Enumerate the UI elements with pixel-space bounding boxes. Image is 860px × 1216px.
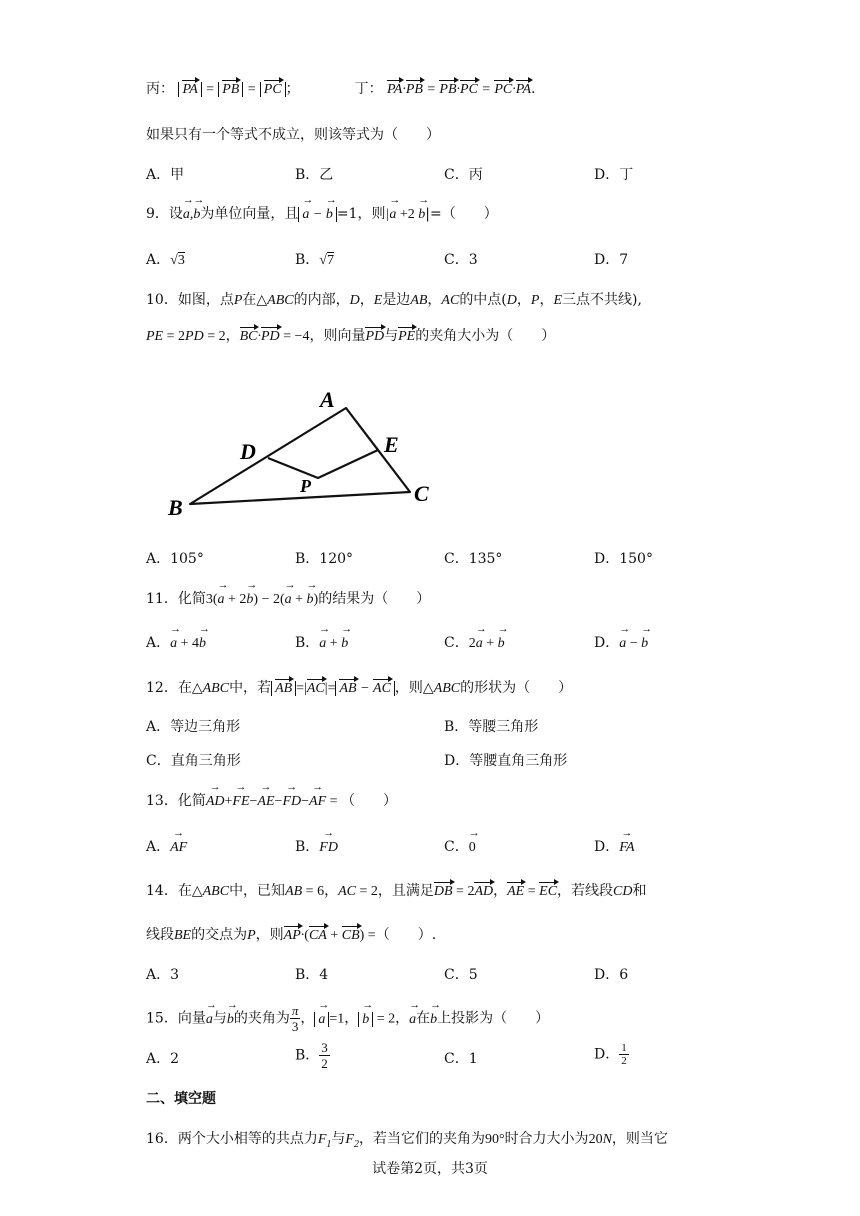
q8-option-b[interactable]: B．乙 (295, 167, 334, 183)
q14-text: ，且满足 (377, 883, 434, 899)
q15-option-d[interactable]: D． $\frac{1}{2}$ (594, 1042, 627, 1067)
q9-option-b[interactable]: B．√7 (295, 252, 334, 268)
ding-label: 丁： (354, 81, 383, 97)
q10-text: 三点不共线), (562, 292, 642, 308)
q15-text: ， (344, 1010, 359, 1027)
q10-text: 是边 (382, 292, 411, 308)
q16-text: 与 (331, 1131, 346, 1147)
label-a: A (320, 387, 335, 412)
q9-number: 9． (146, 206, 169, 222)
option-label: B． (295, 1047, 320, 1064)
option-label: C． (444, 635, 469, 651)
label-b: B (168, 495, 183, 520)
q10-stem-line2: PE = 2PD = 2，BC·PD = −4，则向量PD与PE的夹角大小为（ ） (146, 328, 556, 344)
q9-abs-diff: → a − → b (298, 207, 336, 222)
q16-text: ，则当它 (611, 1131, 668, 1147)
q8-option-c[interactable]: C．丙 (444, 167, 483, 183)
q14-text: 的交点为 (191, 927, 248, 943)
q14-option-b[interactable]: B．4 (295, 967, 329, 983)
q15-text: 上投影为（ ） (437, 1010, 550, 1027)
q12-option-d[interactable]: D．等腰直角三角形 (444, 753, 568, 769)
q14-option-a[interactable]: A．3 (146, 967, 180, 983)
q10-option-d[interactable]: D．150° (594, 551, 653, 567)
q13-text: （ ） (341, 793, 398, 809)
q14-text: 中，已知 (229, 883, 286, 899)
q15-option-a[interactable]: A．2 (146, 1051, 180, 1067)
q12-text: 的形状为（ ） (460, 680, 573, 696)
q15-text: 15．向量 (146, 1010, 206, 1027)
q13-option-b[interactable]: B．→ FD (295, 836, 338, 856)
q9-option-a[interactable]: A．√3 (146, 252, 185, 268)
label-d: D (240, 439, 256, 464)
q15-text: 与 (212, 1010, 227, 1027)
page-footer: 试卷第2页，共3页 (372, 1161, 488, 1177)
q14-text: （ ）. (375, 927, 437, 943)
pi-over-3: $\frac{\pi}{3}$ (291, 1003, 299, 1034)
q12-option-a[interactable]: A．等边三角形 (146, 719, 241, 735)
q15-option-c[interactable]: C．1 (444, 1051, 478, 1067)
q11-option-c[interactable]: C．2→ a + → b (444, 632, 505, 652)
q10-stem-line1: 10．如图，点P在△ABC的内部，D，E是边AB，AC的中点(D，P，E三点不共线), (146, 292, 642, 308)
q12-text: 中，若 (229, 680, 272, 696)
option-label: B． (295, 839, 320, 855)
bing-equation: PA = PB = PC ； (178, 82, 299, 97)
q16-text: 16．两个大小相等的共点力 (146, 1131, 318, 1147)
q14-text: ， (324, 883, 339, 899)
option-label: C． (444, 839, 469, 855)
q14-option-d[interactable]: D．6 (594, 967, 629, 983)
q13-text: 13．化简 (146, 793, 206, 809)
condition-line (146, 78, 545, 98)
q9-option-c[interactable]: C．3 (444, 252, 478, 268)
option-label: A． (146, 839, 171, 855)
q9-option-d[interactable]: D．7 (594, 252, 629, 268)
label-p: P (300, 476, 311, 496)
q15-stem: 15．向量→ a与→ b的夹角为 $\frac{\pi}{3}$ ，→ a =1，→ b = 2，→ a在→ b上投影为（ ） (146, 1003, 549, 1034)
option-label: D． (594, 839, 620, 855)
option-label: B． (295, 635, 320, 651)
q14-text: ，若线段 (557, 883, 614, 899)
q14-text: 14．在 (146, 883, 192, 899)
path-dpe (268, 450, 378, 478)
q15-text: 在 (416, 1010, 431, 1027)
q14-option-c[interactable]: C．5 (444, 967, 478, 983)
section-heading: 二、填空题 (146, 1091, 216, 1107)
q11-stem: 11．化简3(→ a + 2→ b) − 2(→ a + → b)的结果为（ ） (146, 588, 430, 608)
q9-text: 为单位向量，且 (200, 206, 299, 222)
q14-text: ， (493, 883, 508, 899)
q13-stem: 13．化简→ AD+→ FE−→ AE−→ FD−→ AF = （ ） (146, 790, 397, 810)
q10-option-c[interactable]: C．135° (444, 551, 503, 567)
q9-text: 设 (168, 206, 183, 222)
bing-label: 丙： (146, 81, 174, 97)
q15-option-b[interactable]: B． $\frac{3}{2}$ (295, 1040, 328, 1071)
q15-text: 的夹角为 (233, 1010, 290, 1027)
q14-text: 和 (632, 883, 647, 899)
q10-option-b[interactable]: B．120° (295, 551, 354, 567)
q11-text: 的结果为（ ） (318, 591, 431, 607)
q8-option-d[interactable]: D．丁 (594, 167, 634, 183)
option-label: D． (594, 635, 620, 651)
q14-text: 线段 (146, 927, 174, 943)
q15-text: ， (300, 1010, 315, 1027)
q10-text: 10．如图，点 (146, 292, 234, 308)
option-label: A． (146, 635, 171, 651)
q13-option-d[interactable]: D．→ FA (594, 836, 635, 856)
q11-option-d[interactable]: D．→ a − → b (594, 632, 648, 652)
option-label: D． (594, 1046, 620, 1063)
q10-text: ， (225, 328, 240, 344)
label-c: C (414, 481, 429, 506)
q9-text: =1，则 (336, 206, 386, 222)
q9-stem (146, 203, 498, 223)
q12-text: 12．在 (146, 680, 192, 696)
q9-vectors: → a,→ b (183, 207, 201, 222)
q14-stem-line1: 14．在△ABC中，已知AB = 6，AC = 2，且满足DB = 2AD，AE = EC，若线段CD和 (146, 883, 647, 899)
q10-text: 的夹角大小为（ ） (415, 328, 556, 344)
q12-option-c[interactable]: C．直角三角形 (146, 753, 241, 769)
option-label: A． (146, 252, 171, 268)
q10-text: ，则向量 (309, 328, 366, 344)
q10-text: 的中点( (459, 292, 507, 308)
q10-option-a[interactable]: A．105° (146, 551, 204, 567)
q10-text: 与 (384, 328, 399, 344)
q16-text: ，若当它们的夹角为 (358, 1131, 485, 1147)
triangle-figure (160, 380, 450, 525)
q14-stem-line2: 线段BE的交点为P，则AP·(CA + CB) =（ ）. (146, 927, 437, 943)
q12-stem: 12．在△ABC中，若 AB =|AC|= AB − AC ，则△ABC的形状为（ ） (146, 680, 573, 696)
q12-text: ，则 (394, 680, 423, 696)
q8-note: 如果只有一个等式不成立，则该等式为（ ） (146, 127, 440, 143)
q13-option-c[interactable]: C．→ 0 (444, 836, 476, 856)
q12-option-b[interactable]: B．等腰三角形 (444, 719, 539, 735)
q8-option-a[interactable]: A．甲 (146, 167, 185, 183)
ding-equation: PA·PB = PB·PC = PC·PA． (387, 82, 545, 97)
q11-text: 11．化简 (146, 591, 206, 607)
q16-text: 时合力大小为 (504, 1131, 589, 1147)
q9-text: |=（ ） (425, 206, 498, 222)
label-e: E (384, 432, 399, 457)
q10-text: 在 (242, 292, 257, 308)
q9-expr: |→ a +2 → b (386, 207, 426, 222)
q11-option-b[interactable]: B．→ a + → b (295, 632, 348, 652)
option-label: B． (295, 252, 320, 268)
q14-text: ，则 (255, 927, 284, 943)
q10-text: 的内部， (293, 292, 350, 308)
q11-option-a[interactable]: A．→ a + 4→ b (146, 632, 206, 652)
q13-option-a[interactable]: A．→ AF (146, 836, 187, 856)
q16-stem: 16．两个大小相等的共点力$F_1$与$F_2$，若当它们的夹角为90°时合力大小为20N，则当它 (146, 1131, 668, 1150)
